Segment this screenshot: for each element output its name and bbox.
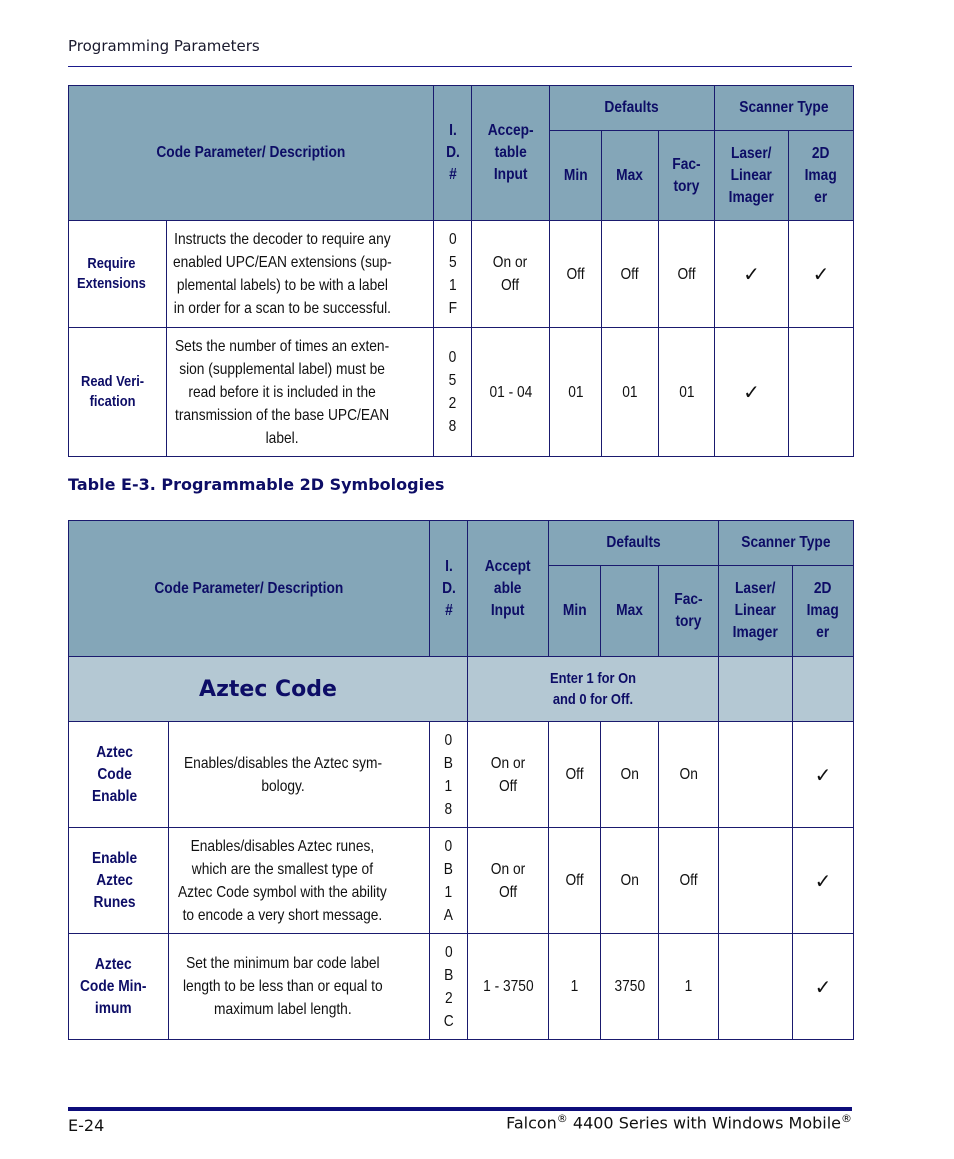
laser-checkmark-icon: [719, 934, 793, 1040]
footer-rule: [68, 1107, 852, 1111]
laser-checkmark-icon: ✓: [715, 221, 789, 328]
page-number: E-24: [68, 1116, 105, 1135]
header-max: Max: [601, 566, 659, 657]
header-id: I. D. #: [434, 86, 472, 221]
table-row: [69, 934, 854, 1040]
default-factory: On: [659, 722, 719, 828]
parameter-description: Set the minimum bar code label length to be less than or equal to maximum label length.: [169, 934, 430, 1040]
table-row: [69, 828, 854, 934]
parameter-name: Aztec Code Enable: [69, 722, 169, 828]
group-note: Enter 1 for On and 0 for Off.: [468, 657, 719, 722]
acceptable-input: On or Off: [468, 828, 549, 934]
parameter-description: Instructs the decoder to require any enabled UPC/EAN extensions (sup- plemental labels) to be with a label in order for a scan to be successful.: [167, 221, 434, 328]
acceptable-input: On or Off: [468, 722, 549, 828]
parameter-name: Enable Aztec Runes: [69, 828, 169, 934]
header-laser-linear-imager: Laser/ Linear Imager: [719, 566, 793, 657]
parameter-id: 0 5 1 F: [434, 221, 472, 328]
acceptable-input: On or Off: [472, 221, 550, 328]
group-title: Aztec Code: [69, 657, 468, 722]
table-row: [69, 328, 854, 457]
imager-checkmark-icon: ✓: [793, 828, 854, 934]
header-max: Max: [602, 131, 659, 221]
parameter-id: 0 B 1 8: [430, 722, 468, 828]
parameter-id: 0 5 2 8: [434, 328, 472, 457]
default-factory: 1: [659, 934, 719, 1040]
header-2d-imager: 2D Imag er: [793, 566, 854, 657]
header-min: Min: [550, 131, 602, 221]
product-name: Falcon: [506, 1113, 557, 1133]
default-max: On: [601, 722, 659, 828]
parameter-table-continued: [68, 85, 854, 457]
imager-checkmark-icon: [789, 328, 854, 457]
header-rule: [68, 66, 852, 67]
2d-symbologies-table: [68, 520, 854, 1040]
default-max: 3750: [601, 934, 659, 1040]
parameter-id: 0 B 1 A: [430, 828, 468, 934]
footer-product-title: [506, 1112, 852, 1132]
acceptable-input: 01 - 04: [472, 328, 550, 457]
registered-mark: ®: [556, 1112, 568, 1125]
parameter-description: Enables/disables the Aztec sym- bology.: [169, 722, 430, 828]
header-defaults: Defaults: [550, 86, 715, 131]
parameter-name: Aztec Code Min- imum: [69, 934, 169, 1040]
header-defaults: Defaults: [549, 521, 719, 566]
default-min: Off: [549, 722, 601, 828]
header-scanner-type: Scanner Type: [719, 521, 854, 566]
imager-checkmark-icon: ✓: [793, 934, 854, 1040]
default-max: Off: [602, 221, 659, 328]
laser-checkmark-icon: ✓: [715, 328, 789, 457]
parameter-name: Require Extensions: [69, 221, 167, 328]
header-id: I. D. #: [430, 521, 468, 657]
header-acceptable-input: Accep- table Input: [472, 86, 550, 221]
default-factory: Off: [659, 828, 719, 934]
header-acceptable-input: Accept able Input: [468, 521, 549, 657]
header-factory: Fac- tory: [659, 566, 719, 657]
acceptable-input: 1 - 3750: [468, 934, 549, 1040]
default-max: On: [601, 828, 659, 934]
table-row: [69, 221, 854, 328]
symbology-group-row: [69, 657, 854, 722]
default-min: 01: [550, 328, 602, 457]
default-factory: Off: [659, 221, 715, 328]
parameter-description: Enables/disables Aztec runes, which are the smallest type of Aztec Code symbol with the ability to encode a very short message.: [169, 828, 430, 934]
running-header: Programming Parameters: [68, 37, 260, 55]
default-min: 1: [549, 934, 601, 1040]
default-min: Off: [550, 221, 602, 328]
group-spacer: [719, 657, 793, 722]
product-series: 4400 Series with Windows Mobile: [567, 1113, 841, 1133]
header-laser-linear-imager: Laser/ Linear Imager: [715, 131, 789, 221]
header-code-parameter: Code Parameter/ Description: [69, 521, 430, 657]
header-2d-imager: 2D Imag er: [789, 131, 854, 221]
imager-checkmark-icon: ✓: [793, 722, 854, 828]
table-row: [69, 722, 854, 828]
parameter-id: 0 B 2 C: [430, 934, 468, 1040]
laser-checkmark-icon: [719, 828, 793, 934]
laser-checkmark-icon: [719, 722, 793, 828]
header-code-parameter: Code Parameter/ Description: [69, 86, 434, 221]
header-min: Min: [549, 566, 601, 657]
parameter-name: Read Veri- fication: [69, 328, 167, 457]
parameter-description: Sets the number of times an exten- sion (supplemental label) must be read before it is included in the transmission of the base UPC/EAN label.: [167, 328, 434, 457]
header-scanner-type: Scanner Type: [715, 86, 854, 131]
imager-checkmark-icon: ✓: [789, 221, 854, 328]
group-spacer: [793, 657, 854, 722]
default-factory: 01: [659, 328, 715, 457]
table-caption: Table E-3. Programmable 2D Symbologies: [68, 475, 445, 494]
default-max: 01: [602, 328, 659, 457]
default-min: Off: [549, 828, 601, 934]
header-factory: Fac- tory: [659, 131, 715, 221]
registered-mark: ®: [841, 1112, 852, 1125]
